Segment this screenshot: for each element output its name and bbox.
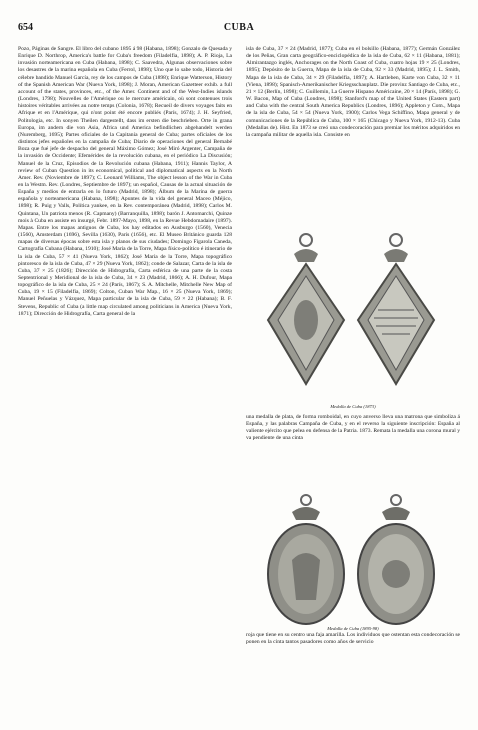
running-title: CUBA <box>223 22 255 33</box>
medal-figure-1895 <box>246 490 460 640</box>
figure-1-caption: Medalla de Cuba (1873) <box>330 404 376 409</box>
medal-1895-reverse <box>358 495 434 624</box>
page-number: 654 <box>18 22 33 33</box>
medal-figure-1873 <box>246 228 460 412</box>
page-header <box>18 22 460 38</box>
medal-description-text: una medalla de plata, de forma romboidal, en cuyo anverso lleva una matrona que simboliza á España, y las palabras Campaña de Cuba, y en el reverso la siguiente inscripción: España al valiente ejército que pelea en defensa de la Patria. 1873. Remata la medalla una corona mural y va pendiente de una cinta <box>246 414 460 442</box>
left-column <box>18 46 232 706</box>
medal-1873-reverse <box>358 234 434 384</box>
medal-1873-obverse <box>268 234 344 384</box>
medal-1895-obverse <box>268 495 344 624</box>
right-column-bottom-text: roja que tiene en su centro una faja amarilla. Los individuos que ostentan esta condecoración se ponen en la cinta tantos pasadores como años de servicio <box>246 632 460 646</box>
left-column-text: Pozo, Páginas de Sangre. El libro del cubano 1895 á 98 (Habana, 1898); Gonzalo de Quesada y Enrique D. Northrop, America's battle for Cuba's freedom (Filadelfia, 1898); A. P. Rioja, La invasión norteamericana en Cuba (Habana, 1898); C. Saavedra, Algunas observaciones sobre los desastres de la marina española en Cuba (Ferrol, 1898); Uno que lo sabe todo, Historia del célebre bandido Manuel García, rey de los campos de Cuba (1898); Enrique Watterson, History of the Spanish American War (Nueva York, 1898); J. Moran, American Gazetteer exhib. a full account of the states, provinces, etc., of the Amer. Continent and of the West-Indies islands (Londres, 1798); Nouvelles de l'Amérique ou le mercure américain, où sont contenues trois histoires véritables arrivées au notre temps (Colonia, 1678); Recueil de divers voyages faits en Afrique et en l'Amérique, qui n'ont point été encore publiés (París, 1674); J. H. Seyfried, Politologia, etc. In sonyen Theilen dargestellt, dass im ersten die beschrieben. Orte in grana Europa, im andern die von Asia, Africa und America befindlichen abgehandelt werden (Nuremberg, 1695); Partes oficiales de la Capitanía general de Cuba; partes oficiales de los distintos jefes españoles en la campaña de Cuba; Diario de operaciones del general Bernabé Boza que fué jefe de despacho del general Máximo Gómez; José Miró Argenter, Campaña de la invasión de Occidente; Efemérides de la revolución cubana, en el periódico La Discusión; Manuel de la Cruz, Episodios de la Revolución cubana (Habana, 1911); Hannis Taylor, A review of Cuban Question in its economical, political and diplomatical aspects en la North Amer. Rev. (Noviembre de 1897); C. Leonard Williams, The object lesson of the War in Cuba en la Westm. Rev. (Londres, Septiembre de 1897); un español, Causas de la actual situación de España y medios de entrarla en lo futuro (Madrid, 1898); Álbum de la Marina de guerra española y norteamericana (Habana, 1898); Apuntes de la vida del general Maceo (Méjico, 1898); R. Puig y Valls, Política yankee, en la Rev. contemporánea (Madrid, 1898); Carlos M. Quintana, Un patriota menos (R. Capmany) (Barranquilla, 1898); barón J. Antomarchi, Quinze mois à Cuba en assiste en insurgé, Febr. 1897-Mayo, 1898, en la Revue Hebdomadaire (1897). Mapas. Entre los mapas antiguos de Cuba, los hay editados en Ausburgo (1560), Venecia (1560), Amsterdam (1696), Sevilla (1630), París (1656), etc. El Museo Británico guarda 128 mapas de diversas épocas sobre esta isla y planos de sus ciudades; Domingo Figarola Caneda, Cartografía Cubana (Habana, 1910); José María de la Torre, Mapa físico-político é itinerario de la isla de Cuba, 57 × 41 (Nueva York, 1862); José María de la Torre, Mapa topográfico pintoresco de la isla de Cuba, 47 × 29 (Nueva York, 1862); conde de Salazar, Carta de la isla de Cuba, 37 × 25 (1826); Dirección de Hidrografía, Carta esférica de una parte de la costa Septentrional y Meridional de la isla de Cuba, 34 × 23 (Madrid, 1866); A. H. Dufour, Mapa topográfico de la isla de Cuba, 25 × 24 (París, 1867); S. A. Mitchelle, Mitchelle New Map of Cuba, 19 × 15 (Filadelfia, 1869); Colton, Cuban War Map., 16 × 25 (Nueva York, 1869); Manuel Peñuelas y Vázquez, Mapa particular de la isla de Cuba, 59 × 22 (Habana); B. F. Stevens, Republic of Cuba (a little map circulated among politicians in America (Nueva York, 1871); Dirección de Hidrografía, Carta general de la <box>18 46 232 317</box>
medal-1895-illustrations <box>246 490 460 626</box>
right-column-top-text: isla de Cuba, 37 × 24 (Madrid, 1877); Cuba en el bolsillo (Habana, 1877); Germán González de los Peñas, Gran carta geográfico-enciclopédica de la isla de Cuba, 62 × 11 (Habana, 1881); Almirantazgo inglés, Anchorages on the North Coast of Cuba, cuatro hojas 19 × 25 (Londres, 1895); Depósito de la Guerra, Mapa de la isla de Cuba, 92 × 33 (Madrid, 1895); J. L. Smith, Mapa de la isla de Cuba, 34 × 29 (Filadelfia, 1897); A. Hartleben, Karte von Cuba, 32 × 11 (Viena, 1898); Spanisch-Amerikanischer Kriegsschauplatz. Die provinz Santiago de Cuba, etc., 21 × 12 (Berlín, 1898); C. Guillemin, La Guerre Hispano Américaine, 20 × 14 (París, 1898); G. W. Bacon, Map of Cuba (Londres, 1898); Stanford's map of the United States (Eastern part) and Cuba with the central South America Republics (Londres, 1896); Appleton y Com., Mapa de la isla de Cuba, 54 × 54 (Nueva York, 1900); Carlos Vega Schiffino, Mapa general y de comunicaciones de la República de Cuba, 100 × 165 (Chicago y Nueva York, 1912-13). Cuba (Medallas de). Hist. En 1873 se creó una condecoración para premiar los méritos adquiridos en la campaña militar de aquella isla. Consiste en <box>246 46 460 138</box>
right-column-bottom <box>246 632 460 692</box>
medal-1873-illustrations <box>246 228 460 404</box>
right-column-top <box>246 46 460 224</box>
figure-2-caption: Medalla de Cuba (1895-98) <box>327 626 379 631</box>
